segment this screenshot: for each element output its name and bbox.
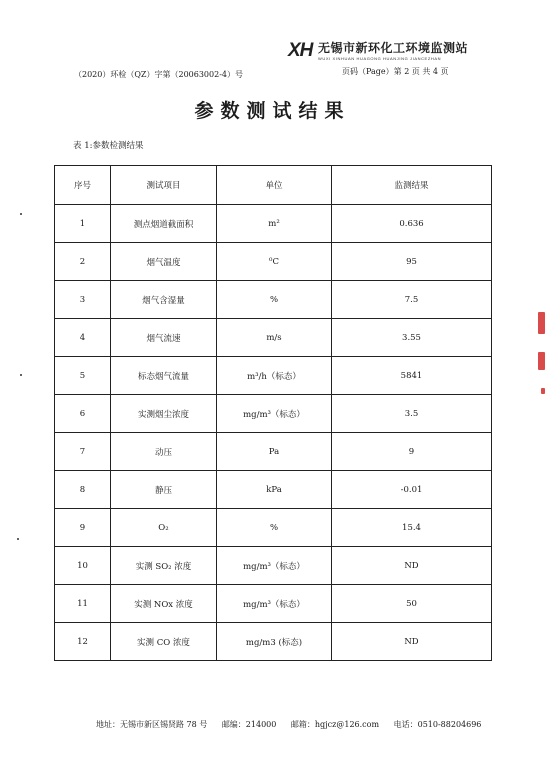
cell-result: ND xyxy=(332,547,492,585)
footer xyxy=(96,719,493,730)
cell-item: 实测 CO 浓度 xyxy=(111,623,217,661)
cell-result: 50 xyxy=(332,585,492,623)
cell-index: 12 xyxy=(55,623,111,661)
cell-unit: kPa xyxy=(217,471,332,509)
scan-speck xyxy=(20,374,22,376)
table-header-row xyxy=(55,166,492,205)
table-row xyxy=(55,205,492,243)
cell-index: 8 xyxy=(55,471,111,509)
table-row xyxy=(55,243,492,281)
cell-index: 5 xyxy=(55,357,111,395)
cell-index: 1 xyxy=(55,205,111,243)
cell-index: 3 xyxy=(55,281,111,319)
cell-result: 15.4 xyxy=(332,509,492,547)
cell-unit: m² xyxy=(217,205,332,243)
stamp-edge-mark xyxy=(538,312,545,334)
results-table xyxy=(54,165,492,661)
cell-unit: % xyxy=(217,281,332,319)
doc-number: （2020）环检（QZ）字第（20063002-4）号 xyxy=(74,70,243,79)
table-row xyxy=(55,319,492,357)
scan-speck xyxy=(17,538,19,540)
cell-item: 实测 NOx 浓度 xyxy=(111,585,217,623)
cell-index: 4 xyxy=(55,319,111,357)
cell-unit: % xyxy=(217,509,332,547)
table-row xyxy=(55,395,492,433)
table-row xyxy=(55,433,492,471)
cell-item: 实测烟尘浓度 xyxy=(111,395,217,433)
cell-unit: m³/h（标态） xyxy=(217,357,332,395)
footer-email: 邮箱：hgjcz@126.com xyxy=(290,720,380,729)
cell-result: 3.5 xyxy=(332,395,492,433)
page-number: 页码（Page）第 2 页 共 4 页 xyxy=(342,67,449,76)
cell-index: 9 xyxy=(55,509,111,547)
cell-item: O₂ xyxy=(111,509,217,547)
cell-result: 3.55 xyxy=(332,319,492,357)
cell-unit: mg/m³（标态） xyxy=(217,585,332,623)
header-cell-item: 测试项目 xyxy=(111,166,217,205)
footer-postcode: 邮编：214000 xyxy=(221,720,277,729)
scan-speck xyxy=(20,213,22,215)
cell-item: 标态烟气流量 xyxy=(111,357,217,395)
stamp-edge-mark xyxy=(541,388,545,394)
table-row xyxy=(55,281,492,319)
header-cell-index: 序号 xyxy=(55,166,111,205)
cell-item: 测点烟道截面积 xyxy=(111,205,217,243)
stamp-edge-mark xyxy=(538,352,545,370)
cell-item: 静压 xyxy=(111,471,217,509)
cell-result: 0.636 xyxy=(332,205,492,243)
cell-item: 烟气含湿量 xyxy=(111,281,217,319)
table-row xyxy=(55,357,492,395)
cell-item: 实测 SO₂ 浓度 xyxy=(111,547,217,585)
cell-item: 烟气流速 xyxy=(111,319,217,357)
cell-index: 11 xyxy=(55,585,111,623)
cell-result: 9 xyxy=(332,433,492,471)
footer-address: 地址：无锡市新区锡贤路 78 号 xyxy=(96,720,208,729)
cell-index: 7 xyxy=(55,433,111,471)
logo-name: 无锡市新环化工环境监测站 xyxy=(318,41,469,55)
table-row xyxy=(55,547,492,585)
cell-unit: m/s xyxy=(217,319,332,357)
table-row xyxy=(55,509,492,547)
logo-pinyin: WUXI XINHUAN HUAGONG HUANJING JIANCEZHAN xyxy=(318,56,442,61)
header-cell-result: 监测结果 xyxy=(332,166,492,205)
cell-result: 5841 xyxy=(332,357,492,395)
cell-unit: Pa xyxy=(217,433,332,471)
cell-unit: mg/m3 (标态) xyxy=(217,623,332,661)
cell-item: 动压 xyxy=(111,433,217,471)
cell-index: 6 xyxy=(55,395,111,433)
cell-result: 7.5 xyxy=(332,281,492,319)
cell-index: 10 xyxy=(55,547,111,585)
page-title: 参数测试结果 xyxy=(194,100,351,122)
cell-result: -0.01 xyxy=(332,471,492,509)
table-caption: 表 1:参数检测结果 xyxy=(73,141,144,151)
cell-item: 烟气温度 xyxy=(111,243,217,281)
cell-unit: mg/m³（标态） xyxy=(217,395,332,433)
table-row xyxy=(55,471,492,509)
cell-result: ND xyxy=(332,623,492,661)
cell-unit: ⁰C xyxy=(217,243,332,281)
table-row xyxy=(55,585,492,623)
table-row xyxy=(55,623,492,661)
cell-unit: mg/m³（标态） xyxy=(217,547,332,585)
footer-phone: 电话：0510-88204696 xyxy=(393,720,482,729)
logo-mark: XH xyxy=(288,40,313,61)
cell-index: 2 xyxy=(55,243,111,281)
header-cell-unit: 单位 xyxy=(217,166,332,205)
cell-result: 95 xyxy=(332,243,492,281)
